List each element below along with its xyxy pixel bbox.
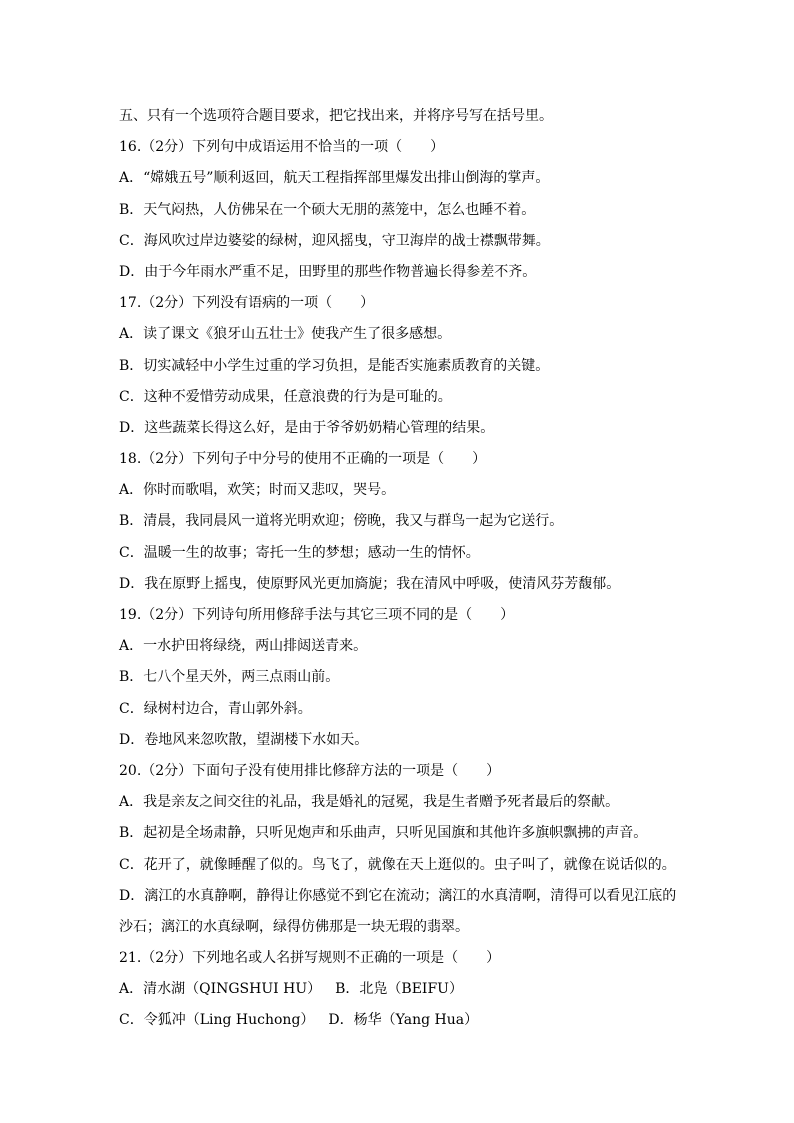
question-stem: 17.（2分）下列没有语病的一项（ ） bbox=[119, 295, 375, 312]
option-d: D．卷地风来忽吹散，望湖楼下水如天。 bbox=[119, 731, 369, 748]
question-stem: 18.（2分）下列句子中分号的使用不正确的一项是（ ） bbox=[119, 451, 487, 468]
option-row-ab bbox=[119, 974, 734, 1005]
option-d: D．这些蔬菜长得这么好，是由于爷爷奶奶精心管理的结果。 bbox=[119, 419, 495, 436]
option-c: C．令狐冲（Ling Huchong） bbox=[119, 1012, 315, 1029]
question-20 bbox=[119, 756, 734, 943]
question-18 bbox=[119, 444, 734, 600]
option-d-continued: 沙石；漓江的水真绿啊，绿得仿佛那是一块无瑕的翡翠。 bbox=[119, 918, 469, 935]
option-d: D．我在原野上摇曳，使原野风光更加旖旎；我在清风中呼吸，使清风芬芳馥郁。 bbox=[119, 575, 621, 592]
option-c: C．花开了，就像睡醒了似的。鸟飞了，就像在天上逛似的。虫子叫了，就像在说话似的。 bbox=[119, 856, 676, 873]
option-row-cd bbox=[119, 1005, 734, 1036]
option-c: C．温暖一生的故事；寄托一生的梦想；感动一生的情怀。 bbox=[119, 544, 480, 561]
option-d: D．杨华（Yang Hua） bbox=[328, 1012, 479, 1029]
section-heading: 五、只有一个选项符合题目要求，把它找出来，并将序号写在括号里。 bbox=[119, 108, 553, 124]
question-stem: 19.（2分）下列诗句所用修辞手法与其它三项不同的是（ ） bbox=[119, 607, 515, 623]
question-19 bbox=[119, 600, 734, 756]
question-stem: 21.（2分）下列地名或人名拼写规则不正确的一项是（ ） bbox=[119, 950, 501, 967]
option-b: B．清晨，我同晨风一道将光明欢迎；傍晚，我又与群鸟一起为它送行。 bbox=[119, 513, 564, 530]
option-c: C．海风吹过岸边婆娑的绿树，迎风摇曳，守卫海岸的战士襟飘带舞。 bbox=[119, 232, 550, 249]
question-stem: 16.（2分）下列句中成语运用不恰当的一项（ ） bbox=[119, 139, 445, 156]
option-d: D．漓江的水真静啊，静得让你感觉不到它在流动；漓江的水真清啊，清得可以看见江底的 bbox=[119, 887, 677, 904]
question-21 bbox=[119, 943, 734, 1037]
question-stem: 20.（2分）下面句子没有使用排比修辞方法的一项是（ ） bbox=[119, 762, 501, 779]
option-b: B．天气闷热，人仿佛呆在一个硕大无朋的蒸笼中，怎么也睡不着。 bbox=[119, 201, 536, 218]
question-17 bbox=[119, 288, 734, 444]
option-a: A．“嫦娥五号”顺利返回，航天工程指挥部里爆发出排山倒海的掌声。 bbox=[119, 170, 550, 187]
option-b: B．起初是全场肃静，只听见炮声和乐曲声，只听见国旗和其他许多旗帜飘拂的声音。 bbox=[119, 825, 648, 842]
option-b: B．切实减轻中小学生过重的学习负担，是能否实施素质教育的关键。 bbox=[119, 357, 550, 374]
option-d: D．由于今年雨水严重不足，田野里的那些作物普遍长得参差不齐。 bbox=[119, 263, 537, 280]
option-b: B．七八个星天外，两三点雨山前。 bbox=[119, 669, 340, 686]
option-c: C．这种不爱惜劳动成果，任意浪费的行为是可耻的。 bbox=[119, 388, 452, 405]
option-a: A．你时而歌唱，欢笑；时而又悲叹，哭号。 bbox=[119, 482, 396, 499]
option-a: A．一水护田将绿绕，两山排闼送青来。 bbox=[119, 638, 368, 655]
option-b: B．北凫（BEIFU） bbox=[335, 981, 463, 998]
option-a: A．我是亲友之间交往的礼品，我是婚礼的冠冕，我是生者赠予死者最后的祭献。 bbox=[119, 794, 620, 811]
question-16 bbox=[119, 132, 734, 288]
option-a: A．清水湖（QINGSHUI HU） bbox=[119, 981, 322, 998]
option-c: C．绿树村边合，青山郭外斜。 bbox=[119, 700, 312, 717]
option-a: A．读了课文《狼牙山五壮士》使我产生了很多感想。 bbox=[119, 326, 452, 343]
